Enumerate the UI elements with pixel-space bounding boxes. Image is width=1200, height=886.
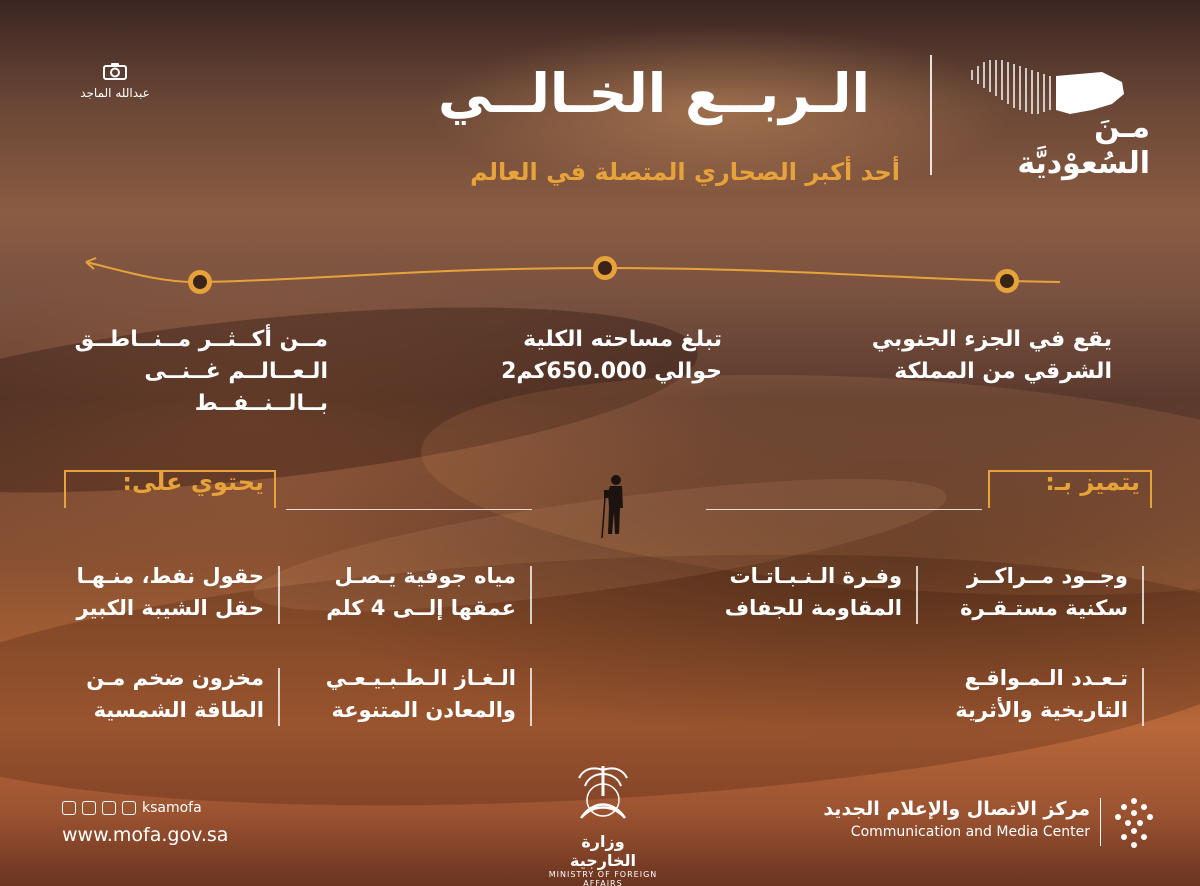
timeline-item-location: [792, 324, 1112, 388]
contains-line: عمقها إلــى 4 كلم: [326, 596, 516, 620]
social-row: [62, 800, 228, 816]
feature-line: المقاومة للجفاف: [724, 596, 902, 620]
feature-line: التاريخية والأثرية: [955, 698, 1128, 722]
ministry-name-ar: وزارة الخارجية: [569, 832, 636, 870]
hiker-silhouette: [596, 472, 632, 542]
contains-heading: يحتوي على:: [122, 468, 264, 496]
contains-bar: [530, 668, 532, 726]
youtube-icon[interactable]: [102, 801, 116, 815]
page-title: الـربــع الخـالــي: [438, 62, 870, 125]
contains-line: والمعادن المتنوعة: [331, 698, 516, 722]
contains-item: [64, 560, 264, 624]
timeline-line: تبلغ مساحته الكلية: [523, 327, 722, 352]
feature-item: [928, 560, 1128, 624]
palm-swords-emblem-icon: [573, 760, 633, 826]
ministry-name-en: MINISTRY OF FOREIGN AFFAIRS: [548, 870, 658, 886]
contains-item: [296, 662, 516, 726]
timeline-line: حوالي 650.000كم2: [501, 359, 722, 384]
contains-bar: [278, 668, 280, 726]
ministry-emblem: [548, 760, 658, 886]
feature-bar: [1142, 566, 1144, 624]
contains-bar: [278, 566, 280, 624]
timeline-item-area: [422, 324, 722, 388]
features-rule: [706, 509, 982, 510]
feature-bar: [1142, 668, 1144, 726]
contains-line: الطاقة الشمسية: [93, 698, 264, 722]
feature-item: [908, 662, 1128, 726]
feature-item: [702, 560, 902, 624]
timeline-arrow: [0, 240, 1200, 320]
timeline-line: مــن أكــثــر مــنــاطــق: [74, 327, 328, 352]
footer-social: [62, 800, 228, 846]
contains-line: مخزون ضخم مـن: [86, 666, 264, 690]
page-subtitle: أحد أكبر الصحاري المتصلة في العالم: [470, 158, 900, 186]
contains-item: [64, 662, 264, 726]
timeline-line: الشرقي من المملكة: [894, 359, 1112, 384]
twitter-icon[interactable]: [62, 801, 76, 815]
snapchat-icon[interactable]: [122, 801, 136, 815]
timeline-marker: [188, 270, 212, 294]
feature-bar: [916, 566, 918, 624]
brand-line-2: السُعوْديَّة: [1017, 146, 1150, 181]
contains-rule: [286, 509, 532, 510]
timeline-line: يقع في الجزء الجنوبي: [871, 327, 1112, 352]
contains-bar: [530, 566, 532, 624]
timeline-marker: [593, 256, 617, 280]
media-center-label: [823, 798, 1090, 840]
brand-from-saudi: [950, 110, 1150, 182]
timeline-line: الـعــالــم غــنــى بــالــنــفــط: [144, 359, 328, 416]
contains-item: [296, 560, 516, 624]
photographer-name: عبدالله الماجد: [80, 86, 150, 100]
website-link[interactable]: www.mofa.gov.sa: [62, 824, 229, 846]
media-center-ar: مركز الاتصال والإعلام الجديد: [823, 798, 1090, 820]
media-center-en: Communication and Media Center: [850, 824, 1090, 840]
social-handle[interactable]: ksamofa: [142, 800, 202, 816]
contains-line: مياه جوفية يـصـل: [334, 564, 516, 588]
features-heading: يتميز بـ:: [1045, 468, 1140, 496]
timeline-marker: [995, 269, 1019, 293]
feature-line: وجــود مــراكــز: [966, 564, 1128, 588]
media-center-logo-icon: [1112, 795, 1156, 851]
header-divider: [930, 55, 932, 175]
footer-divider: [1100, 798, 1101, 846]
camera-icon: [103, 62, 127, 80]
facebook-icon[interactable]: [82, 801, 96, 815]
contains-line: حقول نفط، منـهـا: [76, 564, 264, 588]
photo-credit: [60, 62, 170, 100]
brand-line-1: مـنَ: [1094, 110, 1150, 145]
contains-line: حقل الشيبة الكبير: [76, 596, 264, 620]
feature-line: تـعـدد الـمـواقـع: [964, 666, 1128, 690]
feature-line: سكنية مستـقـرة: [960, 596, 1128, 620]
timeline-item-oil: [28, 324, 328, 420]
feature-line: وفـرة الـنـبـاتـات: [729, 564, 902, 588]
contains-line: الـغـاز الـطـبـيـعـي: [325, 666, 516, 690]
